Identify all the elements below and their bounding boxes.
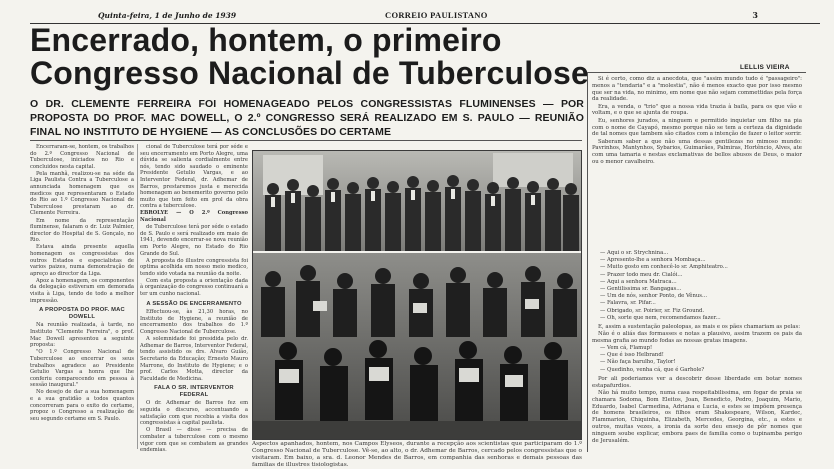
paragraph: cional de Tuberculose terá por séde e seu encerramento em Porto Alegre, uma dúvida se salienta cordialmente entre nós, tendo sido saudado o eminente Presidente Getulio Vargas, e ao Interventor Federal, dr. Adhemar de Barros, prestaremos justa e merecida homenagem ao benemerito governo pelo muito que tem feito em prol da obra contra a tuberculose. [140,144,248,210]
right-dialogue-list [600,250,800,322]
masthead-paper-name: CORREIO PAULISTANO [385,10,488,20]
paragraph: Estava ainda presente aquella homenagem os congressistas dos outros Estados e especialistas de varios paizes, numa demonstração de apreço ao director da Liga. [30,244,134,277]
paragraph: de Tuberculose terá por séde o estado de S. Paulo e será realizado em maio de 1941, devendo encerrar-se nova reunião em Porto Alegre, no Estado do Rio Grande do Sul. [140,224,248,257]
paragraph: A proposta do illustre congressista foi optima acolhida em nosso meio medico, tendo sido votada na reunião da noite. [140,257,248,277]
news-photo [252,150,582,440]
paragraph: Pela manhã, realizou-se na séde da Liga Paulista Contra a Tuberculose a annunciada homenagem que os medicos que representaram o Estado do Rio ao 1.º Congresso Nacional de Tuberculose prestaram ao dr. Clemente Ferreira. [30,170,134,217]
list-item: — Não faça barulho, Taylor! [600,359,676,366]
subhead-divider [30,140,582,141]
paragraph: Effectuou-se, às 21,30 horas, no Instituto de Hygiene, a reunião de encerramento dos trabalhos do 1.º Congresso Nacional de Tuberculose. [140,309,248,336]
list-item: — Apresento-lhe a senhora Mombaça... [600,257,706,264]
paragraph: Eu, senhores jurados, a ninguem e permitido inquietar um filho na pia com o nome de Cayapó, mesmo porque não se tem a certeza da dignidade de tal nomes que tambem são citados com a intenção de fazer o leitor sorrir. [592,117,802,138]
list-item: — Aqui o sr. Strychnina... [600,250,669,256]
list-item: — Gentilissima sr. Bangagas... [600,286,682,293]
paragraph: E, assim a sustentação paleolopas, as mais e os pães chamariam as pelas: [598,324,801,330]
photo-caption: Aspectos apanhados, hontem, nos Campos Elyseos, durante a recepção aos scientistas que participaram do 1.º Congresso Nacional de Tuberculose. Vê-se, ao alto, o dr. Adhemar de Barros, cercado pelos congressistas que o visitaram. Em baixo, a sra. d. Leonor Mendes de Barros, em companhia das senhoras e demais pessoas das familias de illustres tisiologistas. [252,441,582,468]
paragraph: Apoz a homenagem, os componentes da delegação estiveram em demorada visita à Liga, tendo de todo a melhor impressão. [30,277,134,304]
photo-image [253,151,581,439]
section-heading: FALA O SR. INTERVENTOR FEDERAL [154,385,234,398]
list-item: — Um de nós, senhor Ponto, de Vênus... [600,293,708,300]
paragraph: Por ali poderiamos ver a descobrir desse liberdade em botar nomes estapafurdios. [592,376,802,389]
column-divider [137,144,138,449]
paragraph: A solemnidade foi presidida pelo dr. Adhemar de Barros, Interventor Federal, tendo assistido os drs. Alvaro Guião, Secretario da Educação; Ernesto Mauro Marrone, do Instituto de Hygiene; e o prof. Carlos Motta, director da Faculdade de Medicina. [140,336,248,382]
right-article-body [592,76,802,246]
article-subhead: O DR. CLEMENTE FERREIRA FOI HOMENAGEADO PELOS CONGRESSISTAS FLUMINENSES — POR PROPOSTA DO PROF. MAC DOWELL, O 2.º CONGRESSO SERÁ REALIZADO EM S. PAULO — REUNIÃO FINAL NO INSTITUTO DE HYGIENE — AS CONCLUSÕES DO CERTAME [30,98,584,138]
article-column-1 [30,144,134,449]
section-heading: A SESSÃO DE ENCERRAMENTO [146,300,242,307]
list-item: — Aqui a senhora Matraca... [600,278,677,285]
paragraph: EBROLYE — O 2.º Congresso Nacional [140,210,248,224]
list-item: — Vem cá, Flamup! [600,345,653,351]
paragraph: Saberam saber a que não uma dessas gentilezas no mimoso mundo: Pavrinhos, Mantynhos, Sybarios, Guimarães, Palmiras, Hortêncio, Alves, ate com uma tamaria e nestas exclamativas de bellos abusos de Deus, o maior ou o menor cavalheiro. [592,138,802,166]
list-item: — Falavra, sr. Pifar... [600,300,656,307]
right-article-body-2 [592,324,802,345]
list-item: — Que é isso Helbrand! [600,352,664,359]
byline: LELLIS VIEIRA [740,64,790,71]
paragraph: Não há muito tempo, numa casa respeitabilissima, em fogar de praia se chamara Sodoma, Bom Eleitos, Joan, Benedicto, Pedro, Joaquim, Mario, Eduardo, Isabel Carmedina, Adriana e Lucia, e estes se impõem presença de homens brasileiros, os filhos eram Shakespeare, Wilson, Kardec, Flammarion, Chiquinha, Elizabeth, Mercedes, Georgina, etc., a estes e outros, muitas vezes, a ironia da sorte deu ensejo de pôr nomes que ninguem soube explicar, embora paes de familia como o tupinamba perigo de Jerusalém. [592,390,802,444]
paragraph: Em nome da representação fluminense, falaram o dr. Luiz Palmier, director do Hospital de S. Gonçalo, no Rio. [30,217,134,244]
right-dialogue-list-2 [600,345,800,374]
paragraph: Na reunião realizada, à tarde, no Instituto "Clemente Ferreira", o prof. Mac Dowell apresentou a seguinte proposta: [30,322,134,349]
page-number: 3 [752,10,758,20]
paragraph: O dr. Adhemar de Barros fez em seguida o discurso, accentuando a satisfação com que recebia a visita dos congressistas à capital paulista. [140,400,248,427]
paragraph: No desejo de dar a sua homenagem e a sua gratidão a todos quantos concorreram para o exito do certame, propoz o Congresso a realização de seu segundo certame em S. Paulo. [30,389,134,422]
paragraph: Si é certo, como diz a anecdota, que "assim mundo tudo é "passageiro": menos a "tendaria" e a "molestia", não é menos exacto que por isso mesmo que ser na vida, no minimo, em nome que não sejam commettidas pela força da realidade. [592,76,802,103]
masthead-date: Quinta-feira, 1 de Junho de 1939 [98,11,237,20]
article-headline: Encerrado, hontem, o primeiro Congresso Nacional de Tuberculose [30,22,590,91]
paragraph: Com esta proposta a orientação dada à organização do congresso continuará a ter um cunho nacional. [140,277,248,298]
list-item: — Muito gosto em conhecê-lo sr. Amphiteatro... [600,264,728,271]
list-item: — Obrigado, sr. Poirier, sr. Fiz Ground. [600,307,705,314]
right-article-body-3 [592,376,802,451]
paragraph: O Brasil — disse — precisa de combater a tuberculose com o mesmo vigor com que se combatem as grandes endemias. [140,427,248,454]
paragraph: "O 1.º Congresso Nacional de Tuberculose ao encerrar os seus trabalhos agradece ao Presidente Getulio Vargas a honra que lhe conferiu comparecendo em pessoa à sessão inaugural." [30,349,134,389]
section-heading: A PROPOSTA DO PROF. MAC DOWELL [39,307,125,320]
paragraph: Encerraram-se, hontem, os trabalhos do 2.º Congresso Nacional de Tuberculose, iniciados no Rio e concluidos nesta capital. [30,144,134,170]
paragraph: Era, a venda, o "trio" que a nossa vida trazia à baila, para os que vão e voltam, e o que se ajunta de roupa. [592,103,802,117]
list-item: — Oh, sorte que nem, recomendamos fazer... [600,314,721,321]
list-item: — Prazer todo meu dr. Cialói... [600,271,683,278]
list-item: — Quedinho, venha cá, que é Garhole? [600,366,705,373]
article-column-2 [140,144,248,454]
paragraph: Não é o aliás das formasses e notas a plausivo, assim trazem os pais da mesma grafia ao mundo fodas as nossas gratas imagens. [592,331,802,345]
